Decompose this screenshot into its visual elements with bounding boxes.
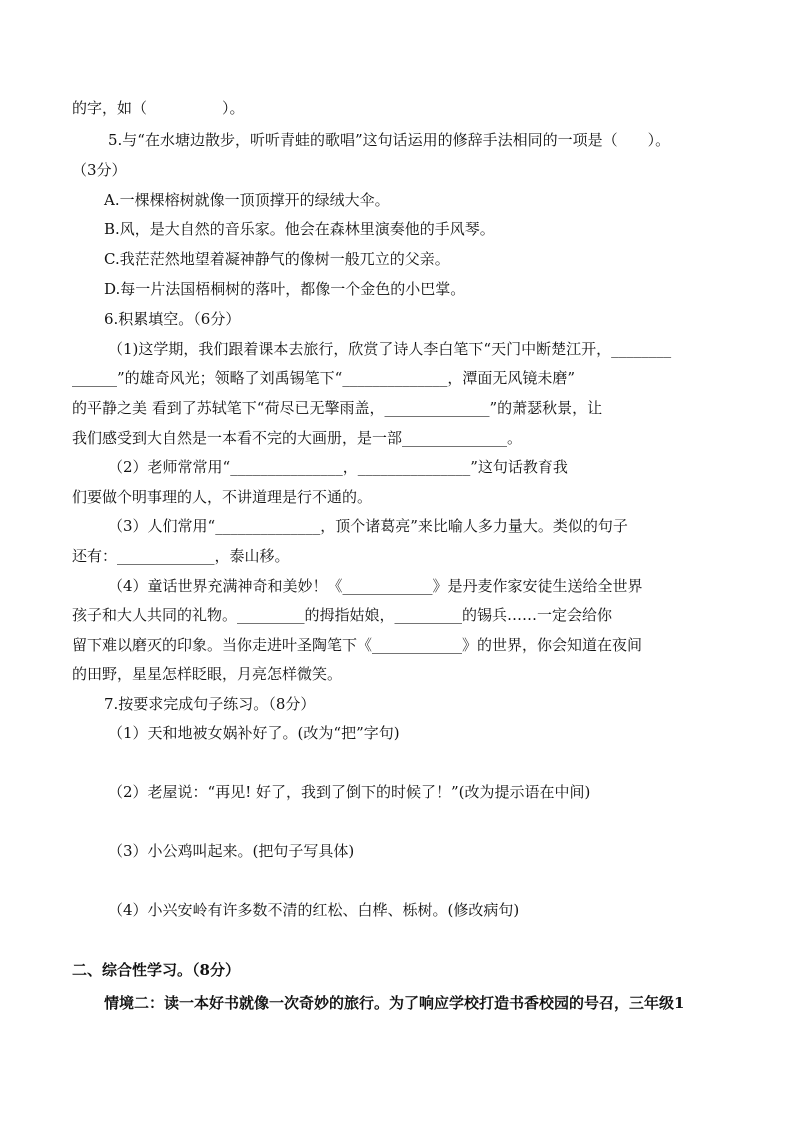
- question-6-part4-line2: 孩子和大人共同的礼物。_________的拇指姑娘，_________的锡兵……一定会给你: [72, 606, 613, 624]
- question-5-score: （3分）: [72, 161, 127, 179]
- question-6-part1-line2: ______”的雄奇风光；领略了刘禹锡笔下“______________，潭面无风镜未磨”: [72, 369, 576, 387]
- question-6-part1-line1: （1)这学期，我们跟着课本去旅行，欣赏了诗人李白笔下“天门中断楚江开，________: [108, 340, 672, 358]
- question-7: 7.按要求完成句子练习。（8分）: [104, 695, 316, 713]
- question-7-part4: （4）小兴安岭有许多数不清的红松、白桦、栎树。(修改病句): [108, 901, 520, 919]
- question-6-part1-line3: 的平静之美 看到了苏轼笔下“荷尽已无擎雨盖，______________”的萧瑟秋景，让: [72, 399, 603, 417]
- question-7-part3: （3）小公鸡叫起来。(把句子写具体): [108, 842, 355, 860]
- question-5: 5.与“在水塘边散步，听听青蛙的歌唱”这句话运用的修辞手法相同的一项是（ ）。: [108, 131, 671, 149]
- question-6-part4-line4: 的田野，星星怎样眨眼，月亮怎样微笑。: [72, 665, 343, 683]
- fill-blank-continuation: 的字，如（ ）。: [72, 99, 245, 117]
- question-6-part2-line2: 们要做个明事理的人，不讲道理是行不通的。: [72, 488, 373, 506]
- question-6-part2-line1: （2）老师常常用“_______________，_______________”这句话教育我: [108, 458, 568, 476]
- option-c: C.我茫茫然地望着凝神静气的像树一般兀立的父亲。: [104, 250, 450, 268]
- question-6-part4-line3: 留下难以磨灭的印象。当你走进叶圣陶笔下《____________》的世界，你会知道在夜间: [72, 636, 643, 654]
- scenario-2-text: 情境二：读一本好书就像一次奇妙的旅行。为了响应学校打造书香校园的号召，三年级1: [104, 994, 685, 1012]
- option-a: A.一棵棵榕树就像一顶顶撑开的绿绒大伞。: [104, 191, 390, 209]
- question-7-part1: （1）天和地被女娲补好了。(改为“把”字句): [108, 724, 400, 742]
- question-6-part3-line1: （3）人们常用“______________，顶个诸葛亮”来比喻人多力量大。类似的句子: [108, 517, 628, 535]
- question-6-part3-line2: 还有：_____________，泰山移。: [72, 547, 290, 565]
- option-b: B.风，是大自然的音乐家。他会在森林里演奏他的手风琴。: [104, 220, 495, 238]
- question-6: 6.积累填空。（6分）: [104, 310, 241, 328]
- section-2-heading: 二、综合性学习。（8分）: [72, 961, 240, 979]
- question-6-part1-line4: 我们感受到大自然是一本看不完的大画册，是一部______________。: [72, 429, 523, 447]
- question-6-part4-line1: （4）童话世界充满神奇和美妙！《____________》是丹麦作家安徒生送给全世界: [108, 577, 643, 595]
- question-7-part2: （2）老屋说：“再见! 好了，我到了倒下的时候了！”(改为提示语在中间): [108, 783, 591, 801]
- option-d: D.每一片法国梧桐树的落叶，都像一个金色的小巴掌。: [104, 280, 466, 298]
